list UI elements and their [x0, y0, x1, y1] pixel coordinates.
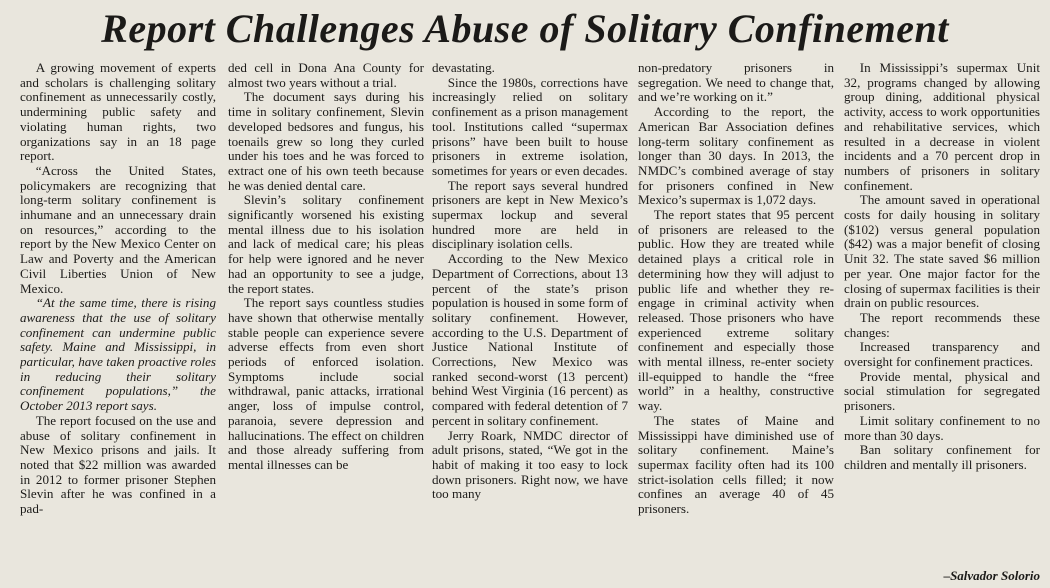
paragraph: A growing movement of experts and scholars is challenging solitary confinement as unnecessarily costly, undermining public safety and violating human rights, two organizations say in an 18 page report. — [20, 61, 216, 164]
paragraph: The report states that 95 percent of prisoners are released to the public. How they are treated while detained plays a critical role in determining how they will adjust to public life and whether they re-engage in criminal activity when released. Those prisoners who have experienced extreme solitary confinement and especially those with mental illness, re-enter society ill-equipped to handle the “free world” in a healthy, constructive way. — [638, 207, 834, 414]
column-2 — [228, 61, 424, 585]
list-item: Increased transparency and oversight for confinement practices. — [844, 339, 1040, 370]
paragraph: Since the 1980s, corrections have increasingly relied on solitary confinement as a prison management tool. Institutions called “supermax prisons” have been built to house prisoners in extreme isolation, sometimes for years or even decades. — [432, 74, 628, 178]
paragraph: Jerry Roark, NMDC director of adult prisons, stated, “We got in the habit of making it too easy to lock down prisoners. Right now, we have too many — [432, 427, 628, 502]
headline: Report Challenges Abuse of Solitary Confinement — [101, 6, 949, 51]
list-item: Ban solitary confinement for children and mentally ill prisoners. — [844, 442, 1040, 472]
paragraph: According to the report, the American Bar Association defines long-term solitary confinement as longer than 30 days. In 2013, the NMDC’s combined average of stay for prisoners confined in New Mexico’s supermax is 1,072 days. — [638, 104, 834, 208]
paragraph: According to the New Mexico Department of Corrections, about 13 percent of the state’s prison population is housed in some form of solitary confinement. However, according to the U.S. Department of Justice National Institute of Corrections, New Mexico was ranked second-worst (13 percent) behind West Virginia (16 percent) as compared with federal detention of 7 percent in solitary confinement. — [432, 251, 628, 428]
paragraph: Slevin’s solitary confinement significantly worsened his existing mental illness due to his isolation and lack of medical care; his pleas for help were ignored and he never had an opportunity to see a judge, the report states. — [228, 192, 424, 296]
column-1 — [20, 61, 216, 585]
paragraph: The report says several hundred prisoners are kept in New Mexico’s supermax lockup and several hundred more are held in disciplinary isolation cells. — [432, 177, 628, 252]
paragraph: The report focused on the use and abuse of solitary confinement in New Mexico prisons and jails. It noted that $22 million was awarded in 2012 to former prisoner Stephen Slevin after he was confined in a pad- — [20, 412, 216, 517]
paragraph: “At the same time, there is rising awareness that the use of solitary confinement can undermine public safety. Maine and Mississippi, in particular, have taken proactive roles in reducing their solitary confinement populations,” the October 2013 report says. — [20, 295, 216, 414]
paragraph: devastating. — [432, 61, 495, 75]
paragraph: The report recommends these changes: — [844, 309, 1040, 340]
paragraph: The document says during his time in solitary confinement, Slevin developed bedsores and fungus, his toenails grew so long they curled under his toes and he was forced to extract one of his own teeth because he was denied dental care. — [228, 89, 424, 193]
paragraph: In Mississippi’s supermax Unit 32, programs changed by allowing group dining, additional physical activity, access to work opportunities and rehabilitative services, which resulted in a decrease in violent incidents and a 70 percent drop in numbers of prisoners in solitary confinement. — [844, 61, 1040, 193]
column-3 — [432, 61, 628, 585]
column-5 — [844, 61, 1040, 585]
byline: –Salvador Solorio — [943, 568, 1040, 583]
paragraph: The report says countless studies have shown that otherwise mentally stable people can experience severe adverse effects from even short periods of enforced isolation. Symptoms include social withdrawal, panic attacks, irrational anger, loss of impulse control, paranoia, severe depression and hallucinations. The effect on children and those already suffering from mental illnesses can be — [228, 295, 424, 472]
paragraph: The amount saved in operational costs for daily housing in solitary ($102) versus general population ($42) was a major benefit of closing Unit 32. The state saved $6 million per year. One major factor for the closing of supermax facilities is their drain on public resources. — [844, 192, 1040, 311]
list-item: Provide mental, physical and social stimulation for segregated prisoners. — [844, 368, 1040, 414]
paragraph: ded cell in Dona Ana County for almost two years without a trial. — [228, 61, 424, 90]
column-4 — [638, 61, 834, 585]
list-item: Limit solitary confinement to no more than 30 days. — [844, 412, 1040, 443]
paragraph: non-predatory prisoners in segregation. We need to change that, and we’re working on it.” — [638, 61, 834, 105]
paragraph: “Across the United States, policymakers are recognizing that long-term solitary confinement is inhumane and an unnecessary drain on resources,” according to the report by the New Mexico Center on Law and Poverty and the American Civil Liberties Union of New Mexico. — [20, 162, 216, 296]
paragraph: The states of Maine and Mississippi have diminished use of solitary confinement. Maine’s supermax facility often had its 100 strict-isolation cells filled; it now confines an average 40 of 45 prisoners. — [638, 412, 834, 517]
